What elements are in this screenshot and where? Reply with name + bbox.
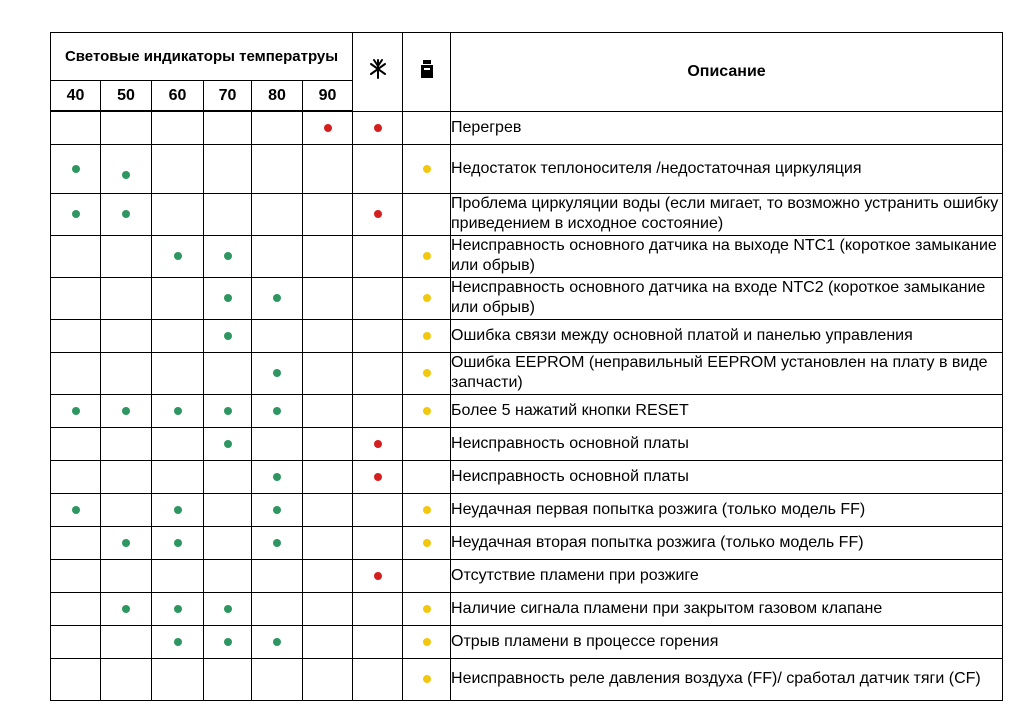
led-cell-50 (101, 559, 152, 592)
red-indicator-dot (374, 473, 382, 481)
reset-cell (403, 592, 451, 625)
fault-cell (353, 427, 403, 460)
led-cell-60 (152, 235, 204, 277)
led-cell-70 (204, 319, 252, 352)
led-cell-40 (51, 658, 101, 700)
fault-cell (353, 592, 403, 625)
table-row (51, 460, 1003, 493)
yellow-indicator-dot (423, 605, 431, 613)
led-cell-70 (204, 625, 252, 658)
table-row (51, 352, 1003, 394)
fault-cell (353, 460, 403, 493)
table-row (51, 592, 1003, 625)
green-indicator-dot (72, 407, 80, 415)
led-cell-50 (101, 111, 152, 144)
reset-cell (403, 427, 451, 460)
led-cell-80 (252, 193, 303, 235)
yellow-indicator-dot (423, 165, 431, 173)
table-row (51, 144, 1003, 193)
reset-cell (403, 394, 451, 427)
description-cell: Проблема циркуляции воды (если мигает, то возможно устранить ошибку приведением в исходное состояние) (451, 193, 1003, 235)
description-cell: Неисправность реле давления воздуха (FF)/ сработал датчик тяги (CF) (451, 658, 1003, 700)
led-cell-90 (303, 625, 353, 658)
led-cell-80 (252, 319, 303, 352)
led-cell-90 (303, 493, 353, 526)
led-cell-80 (252, 394, 303, 427)
table-row (51, 625, 1003, 658)
led-cell-90 (303, 144, 353, 193)
led-cell-60 (152, 658, 204, 700)
led-cell-70 (204, 394, 252, 427)
led-cell-80 (252, 111, 303, 144)
description-cell: Более 5 нажатий кнопки RESET (451, 394, 1003, 427)
reset-column-header (403, 33, 451, 112)
led-cell-90 (303, 193, 353, 235)
description-header: Описание (451, 33, 1003, 112)
reset-cell (403, 277, 451, 319)
led-cell-50 (101, 352, 152, 394)
led-cell-60 (152, 427, 204, 460)
description-cell: Неудачная первая попытка розжига (только модель FF) (451, 493, 1003, 526)
reset-cell (403, 493, 451, 526)
led-cell-60 (152, 111, 204, 144)
led-cell-40 (51, 111, 101, 144)
yellow-indicator-dot (423, 675, 431, 683)
fault-cell (353, 144, 403, 193)
red-indicator-dot (374, 440, 382, 448)
green-indicator-dot (122, 407, 130, 415)
reset-cell (403, 625, 451, 658)
red-indicator-dot (324, 124, 332, 132)
green-indicator-dot (273, 638, 281, 646)
led-cell-60 (152, 625, 204, 658)
led-cell-70 (204, 658, 252, 700)
led-cell-40 (51, 592, 101, 625)
green-indicator-dot (122, 171, 130, 179)
reset-cell (403, 526, 451, 559)
temperature-header-60: 60 (152, 81, 204, 112)
reset-cell (403, 111, 451, 144)
led-cell-40 (51, 144, 101, 193)
fault-spark-icon (367, 58, 389, 80)
led-cell-80 (252, 144, 303, 193)
description-cell: Неисправность основной платы (451, 427, 1003, 460)
led-cell-80 (252, 658, 303, 700)
green-indicator-dot (174, 638, 182, 646)
led-cell-50 (101, 394, 152, 427)
description-cell: Перегрев (451, 111, 1003, 144)
green-indicator-dot (224, 294, 232, 302)
led-cell-60 (152, 592, 204, 625)
led-cell-80 (252, 427, 303, 460)
led-cell-60 (152, 277, 204, 319)
green-indicator-dot (122, 605, 130, 613)
led-cell-40 (51, 352, 101, 394)
description-cell: Неисправность основного датчика на выходе NTC1 (короткое замыкание или обрыв) (451, 235, 1003, 277)
fault-cell (353, 319, 403, 352)
led-cell-90 (303, 394, 353, 427)
led-cell-60 (152, 394, 204, 427)
table-row (51, 559, 1003, 592)
fault-cell (353, 625, 403, 658)
description-cell: Неисправность основного датчика на входе NTC2 (короткое замыкание или обрыв) (451, 277, 1003, 319)
yellow-indicator-dot (423, 332, 431, 340)
table-row (51, 277, 1003, 319)
description-cell: Отсутствие пламени при розжиге (451, 559, 1003, 592)
led-cell-90 (303, 352, 353, 394)
green-indicator-dot (122, 210, 130, 218)
led-cell-90 (303, 235, 353, 277)
green-indicator-dot (122, 539, 130, 547)
led-cell-50 (101, 144, 152, 193)
led-cell-70 (204, 493, 252, 526)
fault-cell (353, 493, 403, 526)
led-cell-80 (252, 559, 303, 592)
led-cell-90 (303, 592, 353, 625)
led-cell-90 (303, 559, 353, 592)
reset-cell (403, 658, 451, 700)
led-cell-80 (252, 277, 303, 319)
temperature-header-70: 70 (204, 81, 252, 112)
led-cell-80 (252, 526, 303, 559)
led-cell-90 (303, 460, 353, 493)
green-indicator-dot (174, 252, 182, 260)
led-cell-40 (51, 277, 101, 319)
description-cell: Отрыв пламени в процессе горения (451, 625, 1003, 658)
led-cell-60 (152, 460, 204, 493)
table-row (51, 319, 1003, 352)
led-cell-70 (204, 193, 252, 235)
green-indicator-dot (174, 407, 182, 415)
red-indicator-dot (374, 572, 382, 580)
led-cell-40 (51, 526, 101, 559)
led-cell-50 (101, 526, 152, 559)
description-cell: Недостаток теплоносителя /недостаточная циркуляция (451, 144, 1003, 193)
green-indicator-dot (273, 407, 281, 415)
description-cell: Неудачная вторая попытка розжига (только модель FF) (451, 526, 1003, 559)
led-cell-50 (101, 592, 152, 625)
green-indicator-dot (224, 605, 232, 613)
yellow-indicator-dot (423, 539, 431, 547)
led-cell-40 (51, 625, 101, 658)
yellow-indicator-dot (423, 252, 431, 260)
led-cell-90 (303, 427, 353, 460)
fault-cell (353, 193, 403, 235)
fault-cell (353, 559, 403, 592)
led-cell-50 (101, 625, 152, 658)
reset-cell (403, 144, 451, 193)
fault-column-header (353, 33, 403, 112)
reset-lock-icon (419, 58, 435, 80)
reset-cell (403, 193, 451, 235)
green-indicator-dot (224, 252, 232, 260)
fault-cell (353, 277, 403, 319)
fault-cell (353, 526, 403, 559)
green-indicator-dot (224, 440, 232, 448)
reset-cell (403, 319, 451, 352)
fault-cell (353, 352, 403, 394)
table-row (51, 526, 1003, 559)
green-indicator-dot (273, 506, 281, 514)
yellow-indicator-dot (423, 638, 431, 646)
led-cell-50 (101, 193, 152, 235)
description-cell: Неисправность основной платы (451, 460, 1003, 493)
led-cell-40 (51, 460, 101, 493)
led-cell-80 (252, 592, 303, 625)
led-cell-60 (152, 559, 204, 592)
led-cell-40 (51, 235, 101, 277)
green-indicator-dot (72, 506, 80, 514)
green-indicator-dot (273, 369, 281, 377)
green-indicator-dot (72, 165, 80, 173)
red-indicator-dot (374, 210, 382, 218)
green-indicator-dot (174, 605, 182, 613)
led-cell-40 (51, 193, 101, 235)
description-cell: Наличие сигнала пламени при закрытом газовом клапане (451, 592, 1003, 625)
table-row (51, 394, 1003, 427)
description-cell: Ошибка EEPROM (неправильный EEPROM установлен на плату в виде запчасти) (451, 352, 1003, 394)
led-cell-50 (101, 460, 152, 493)
fault-cell (353, 658, 403, 700)
led-cell-60 (152, 319, 204, 352)
led-cell-80 (252, 493, 303, 526)
led-cell-90 (303, 658, 353, 700)
table-row (51, 493, 1003, 526)
temperature-header-50: 50 (101, 81, 152, 112)
fault-cell (353, 394, 403, 427)
led-cell-70 (204, 592, 252, 625)
reset-cell (403, 235, 451, 277)
error-code-table (50, 32, 1003, 701)
fault-cell (353, 111, 403, 144)
led-cell-90 (303, 526, 353, 559)
red-indicator-dot (374, 124, 382, 132)
led-cell-70 (204, 460, 252, 493)
table-row (51, 427, 1003, 460)
led-cell-80 (252, 352, 303, 394)
temperature-indicators-header: Световые индикаторы температруы (51, 33, 353, 81)
yellow-indicator-dot (423, 407, 431, 415)
led-cell-40 (51, 319, 101, 352)
led-cell-40 (51, 559, 101, 592)
yellow-indicator-dot (423, 506, 431, 514)
led-cell-40 (51, 394, 101, 427)
led-cell-60 (152, 352, 204, 394)
led-cell-70 (204, 111, 252, 144)
table-row (51, 193, 1003, 235)
yellow-indicator-dot (423, 294, 431, 302)
led-cell-80 (252, 625, 303, 658)
led-cell-50 (101, 277, 152, 319)
led-cell-40 (51, 493, 101, 526)
led-cell-80 (252, 460, 303, 493)
led-cell-60 (152, 493, 204, 526)
green-indicator-dot (174, 506, 182, 514)
led-cell-70 (204, 144, 252, 193)
description-cell: Ошибка связи между основной платой и панелью управления (451, 319, 1003, 352)
led-cell-60 (152, 193, 204, 235)
led-cell-60 (152, 526, 204, 559)
led-cell-50 (101, 493, 152, 526)
led-cell-70 (204, 352, 252, 394)
green-indicator-dot (224, 407, 232, 415)
led-cell-50 (101, 658, 152, 700)
led-cell-70 (204, 559, 252, 592)
table-row (51, 658, 1003, 700)
yellow-indicator-dot (423, 369, 431, 377)
led-cell-90 (303, 277, 353, 319)
temperature-header-80: 80 (252, 81, 303, 112)
led-cell-50 (101, 235, 152, 277)
green-indicator-dot (273, 294, 281, 302)
led-cell-70 (204, 277, 252, 319)
reset-cell (403, 460, 451, 493)
led-cell-70 (204, 427, 252, 460)
table-row (51, 111, 1003, 144)
led-cell-90 (303, 111, 353, 144)
led-cell-40 (51, 427, 101, 460)
led-cell-50 (101, 427, 152, 460)
led-cell-70 (204, 526, 252, 559)
led-cell-70 (204, 235, 252, 277)
reset-cell (403, 352, 451, 394)
temperature-header-90: 90 (303, 81, 353, 112)
green-indicator-dot (224, 332, 232, 340)
table-row (51, 235, 1003, 277)
reset-cell (403, 559, 451, 592)
green-indicator-dot (174, 539, 182, 547)
green-indicator-dot (224, 638, 232, 646)
led-cell-50 (101, 319, 152, 352)
green-indicator-dot (273, 473, 281, 481)
green-indicator-dot (72, 210, 80, 218)
led-cell-60 (152, 144, 204, 193)
green-indicator-dot (273, 539, 281, 547)
temperature-header-40: 40 (51, 81, 101, 112)
fault-cell (353, 235, 403, 277)
led-cell-90 (303, 319, 353, 352)
led-cell-80 (252, 235, 303, 277)
